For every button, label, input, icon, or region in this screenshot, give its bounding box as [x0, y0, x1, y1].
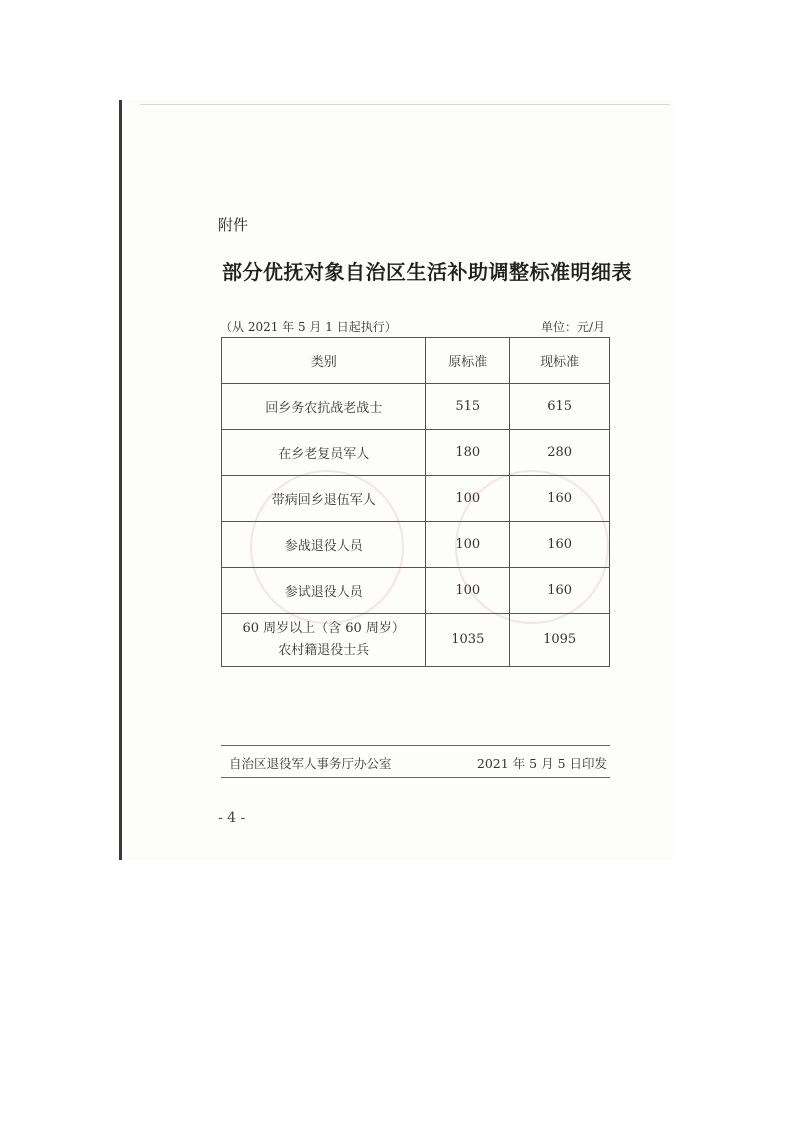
- row-current: 615: [510, 384, 610, 430]
- row-category-line1: 60 周岁以上（含 60 周岁）: [242, 621, 405, 636]
- unit-label: 单位：元/月: [540, 320, 605, 334]
- header-original-standard: 原标准: [426, 338, 510, 384]
- issue-date: 2021 年 5 月 5 日印发: [476, 756, 607, 771]
- row-original: 180: [426, 430, 510, 476]
- standards-table: [221, 337, 610, 667]
- row-current: 1095: [510, 614, 610, 667]
- row-category: 带病回乡退伍军人: [222, 476, 426, 522]
- row-current: 160: [510, 522, 610, 568]
- row-original: 100: [426, 568, 510, 614]
- table-header-row: [222, 338, 610, 384]
- header-current-standard: 现标准: [510, 338, 610, 384]
- row-current: 160: [510, 476, 610, 522]
- document-title: 部分优抚对象自治区生活补助调整标准明细表: [222, 260, 632, 284]
- effective-date-note: （从 2021 年 5 月 1 日起执行）: [220, 320, 397, 334]
- row-category-line2: 农村籍退役士兵: [278, 643, 370, 658]
- row-category: [222, 614, 426, 667]
- attachment-label: 附件: [218, 216, 249, 234]
- row-category: 回乡务农抗战老战士: [222, 384, 426, 430]
- footer-top-rule: [221, 745, 610, 746]
- table-row: [222, 522, 610, 568]
- page-number: - 4 -: [218, 810, 246, 826]
- row-current: 160: [510, 568, 610, 614]
- row-original: 100: [426, 522, 510, 568]
- row-current: 280: [510, 430, 610, 476]
- table-row: [222, 568, 610, 614]
- row-original: 515: [426, 384, 510, 430]
- row-original: 1035: [426, 614, 510, 667]
- header-category: 类别: [222, 338, 426, 384]
- row-original: 100: [426, 476, 510, 522]
- footer-bottom-rule: [221, 777, 610, 778]
- page-left-edge: [119, 100, 122, 860]
- row-category: 参试退役人员: [222, 568, 426, 614]
- table-row: [222, 384, 610, 430]
- table-row: [222, 614, 610, 667]
- table-row: [222, 430, 610, 476]
- issuing-office: 自治区退役军人事务厅办公室: [229, 756, 392, 771]
- row-category: 在乡老复员军人: [222, 430, 426, 476]
- page-top-edge: [140, 104, 670, 105]
- table-row: [222, 476, 610, 522]
- row-category: 参战退役人员: [222, 522, 426, 568]
